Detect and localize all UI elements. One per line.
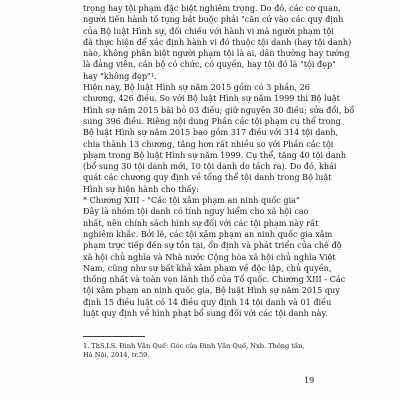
body-line: luật quy định về hình phạt bổ sung đối với các tội danh này. (83, 308, 328, 319)
body-line: phạm trực tiếp đến sự tồn tại, ổn định và phát triển của chế độ (83, 240, 342, 251)
footnote-line: Hà Nội, 2014, tr.59. (83, 351, 150, 360)
body-line: xã hội chủ nghĩa và Nhà nước Cộng hòa xã hội chủ nghĩa Việt (83, 251, 336, 262)
body-line: Nam, cũng như sự bất khả xâm phạm về độc lập, chủ quyền, (83, 262, 332, 273)
footnote-line: 1. ThS.LS. Đinh Văn Quế: Góc của Đinh Văn Quế, Nxb. Thông tấn, (83, 342, 305, 350)
body-text (83, 3, 355, 319)
body-line: Hình sự năm 2015 bãi bỏ 03 điều; giữ nguyên 30 điều; sửa đổi, bổ (83, 104, 355, 115)
body-line: Hình sự hiện hành cho thấy: (83, 183, 199, 194)
body-line: quát các chương quy định về tổng thể tội danh trong Bộ luật (83, 172, 332, 183)
body-line: thống nhất và toàn vẹn lãnh thổ của Tổ quốc. Chương XIII - Các (83, 274, 346, 285)
body-line: nhất, nên chính sách hình sự đối với các tội phạm này rất (83, 217, 319, 228)
page-number: 19 (304, 376, 315, 385)
body-line: đã thực hiện để xác định hành vi đó thuộc tội danh (hay tội danh) (83, 36, 352, 47)
body-line: phạm trong Bộ luật Hình sự năm 1999. Cụ thể, tăng 40 tội danh (83, 149, 347, 160)
body-line: (bổ sung 30 tội danh mới, 10 tội danh do tách ra). Do đó, khái (83, 161, 337, 172)
body-line: Hiện nay, Bộ luật Hình sự năm 2015 gồm có 3 phần, 26 (83, 82, 310, 93)
body-line: nghiêm khắc. Bởi lẽ, các tội xâm phạm an ninh quốc gia xâm (83, 228, 333, 239)
body-line: là đảng viên, cán bộ có chức, có quyền, hay tội đó là "tội đẹp" (83, 59, 336, 70)
body-line: chia thành 13 chương, tăng hơn rất nhiều so với Phần các tội (83, 138, 334, 149)
body-line: nào, không phân biệt người phạm tội là ai, dân thường hay tướng (83, 48, 350, 59)
chapter-heading: * Chương XIII - "Các tội xâm phạm an ninh quốc gia" (83, 195, 300, 206)
body-line: người tiến hành tố tụng bắt buộc phải "căn cứ vào các quy định (83, 14, 344, 25)
body-line: Bộ luật Hình sự năm 2015 bao gồm 317 điều với 314 tội danh, (83, 127, 339, 138)
body-line: sung 396 điều. Riêng nội dung Phần các tội phạm cụ thể trong (83, 115, 341, 126)
body-line: trọng hay tội phạm đặc biệt nghiêm trọng. Do đó, các cơ quan, (83, 3, 341, 13)
body-line: hay "không đẹp"¹. (83, 70, 157, 81)
body-line: của Bộ luật Hình sự, đối chiếu với hành vi mà người phạm tội (83, 25, 334, 36)
footnote (83, 342, 317, 360)
body-line: tội xâm phạm an ninh quốc gia, Bộ luật Hình sự năm 2015 quy (83, 285, 340, 296)
body-line: chương, 426 điều. So với Bộ luật Hình sự năm 1999 thì Bộ luật (83, 93, 340, 104)
body-line: định 15 điều luật có 14 điều quy định 14 tội danh và 01 điều (83, 296, 332, 307)
body-line: Đây là nhóm tội danh có tính nguy hiểm cho xã hội cao (83, 206, 309, 217)
footnote-divider (83, 336, 145, 337)
